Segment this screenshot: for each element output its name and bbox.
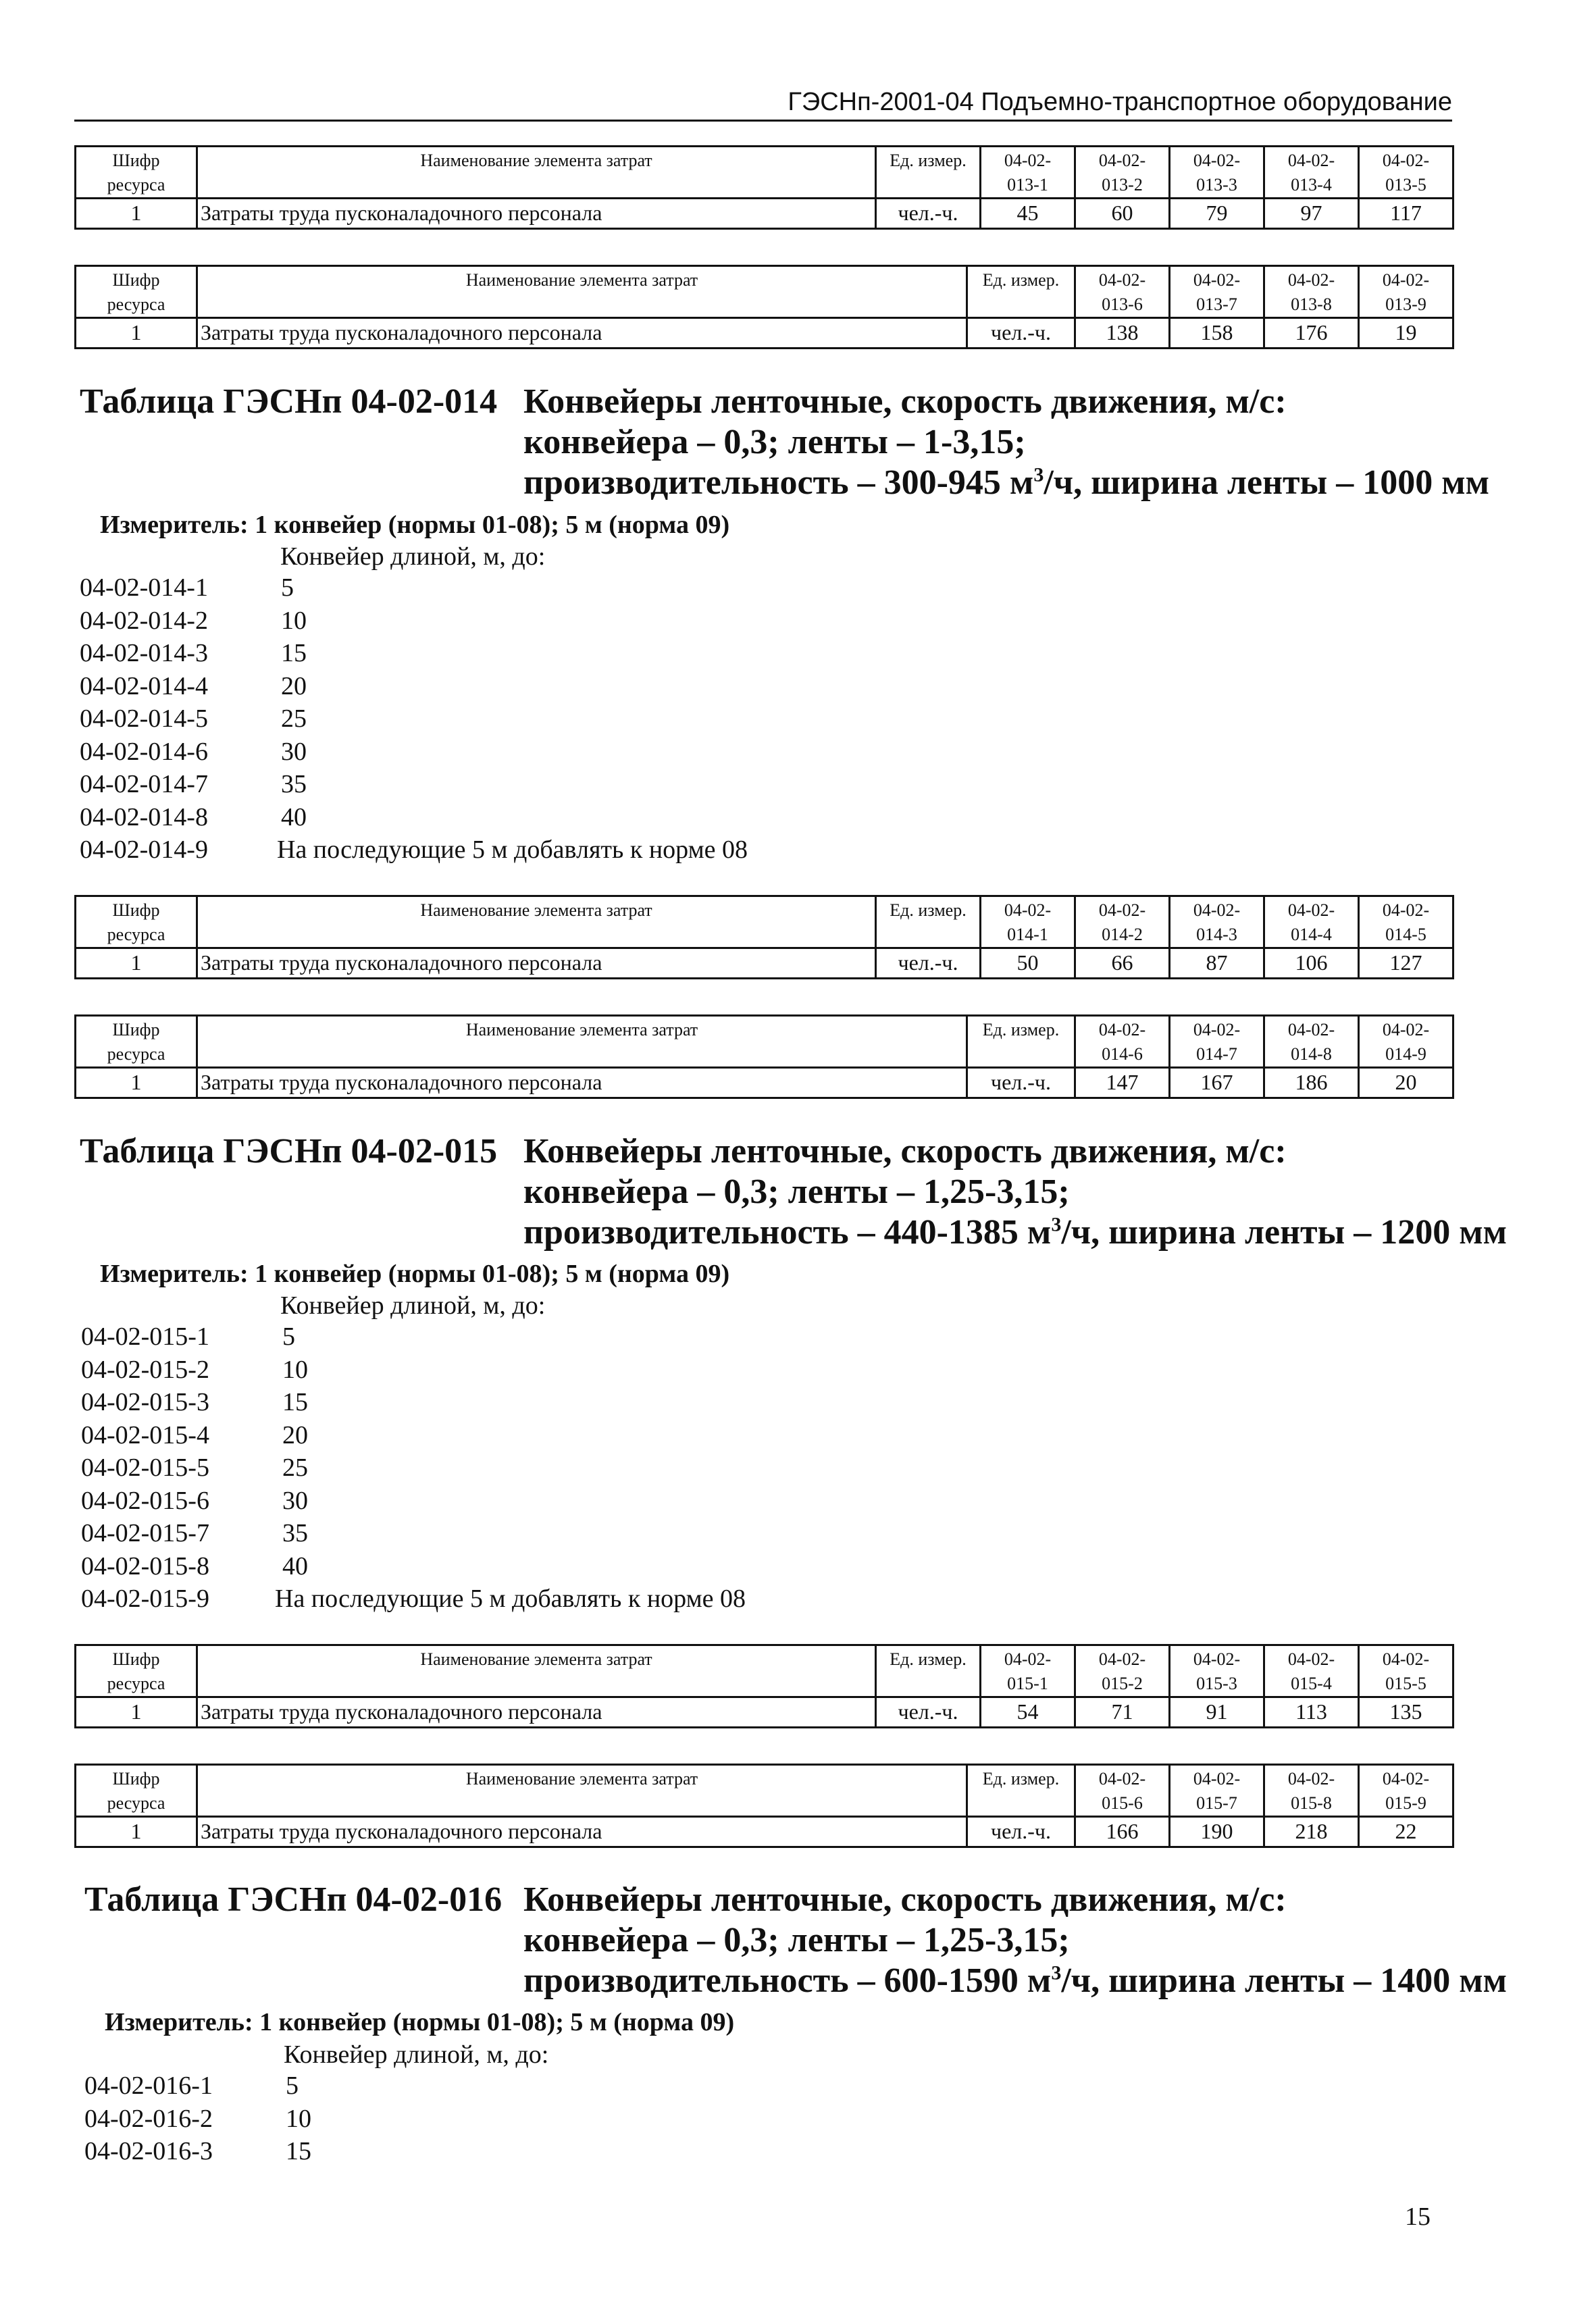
norm-list xyxy=(81,1320,746,1616)
col-norm-number: 014-2 xyxy=(1075,924,1170,948)
norm-length: 20 xyxy=(281,671,307,700)
col-code-header-2: ресурса xyxy=(76,1044,197,1068)
col-norm-header: 04-02- xyxy=(1359,1016,1453,1044)
col-norm-header: 04-02- xyxy=(1075,266,1170,294)
col-norm-header: 04-02- xyxy=(1170,1016,1264,1044)
list-item xyxy=(81,1451,746,1485)
col-unit-header: Ед. измер. xyxy=(876,896,981,948)
row-name: Затраты труда пусконаладочного персонала xyxy=(197,1068,967,1098)
col-unit-header: Ед. измер. xyxy=(876,147,981,199)
section-description-line3 xyxy=(523,1212,1507,1252)
row-value: 167 xyxy=(1170,1068,1264,1098)
row-value: 50 xyxy=(981,948,1075,979)
norm-code: 04-02-014-5 xyxy=(80,704,208,733)
norm-length: 5 xyxy=(281,573,294,602)
col-norm-number: 014-5 xyxy=(1359,924,1453,948)
resource-table-015-part1 xyxy=(74,1644,1454,1728)
norm-code: 04-02-014-1 xyxy=(80,573,208,602)
norm-code: 04-02-015-7 xyxy=(81,1519,209,1547)
col-norm-number: 013-4 xyxy=(1264,174,1359,199)
measure-unit: Измеритель: 1 конвейер (нормы 01-08); 5 м (норма 09) xyxy=(105,2008,735,2036)
col-name-header: Наименование элемента затрат xyxy=(197,147,876,199)
list-item xyxy=(81,1583,746,1616)
section-description-line2: конвейера – 0,3; ленты – 1-3,15; xyxy=(523,423,1026,461)
row-value: 135 xyxy=(1359,1697,1453,1728)
row-name: Затраты труда пусконаладочного персонала xyxy=(197,1697,876,1728)
col-norm-header: 04-02- xyxy=(1264,896,1359,925)
section-description-line1: Конвейеры ленточные, скорость движения, м/с: xyxy=(523,1132,1287,1171)
col-norm-number: 015-7 xyxy=(1170,1793,1264,1817)
col-norm-number: 014-6 xyxy=(1075,1044,1170,1068)
col-norm-number: 014-8 xyxy=(1264,1044,1359,1068)
list-item xyxy=(80,670,748,703)
col-code-header-2: ресурса xyxy=(76,174,197,199)
col-norm-header: 04-02- xyxy=(981,896,1075,925)
norm-code: 04-02-015-8 xyxy=(81,1551,209,1580)
running-header: ГЭСНп-2001-04 Подъемно-транспортное оборудование xyxy=(74,88,1452,122)
list-item xyxy=(80,571,748,605)
row-value: 71 xyxy=(1075,1697,1170,1728)
row-code: 1 xyxy=(76,1697,197,1728)
row-name: Затраты труда пусконаладочного персонала xyxy=(197,318,967,349)
col-unit-header: Ед. измер. xyxy=(876,1645,981,1697)
list-item xyxy=(81,1386,746,1419)
norm-code: 04-02-015-3 xyxy=(81,1388,209,1416)
col-norm-header: 04-02- xyxy=(1264,1645,1359,1674)
norm-list xyxy=(80,571,748,867)
norm-length: 5 xyxy=(286,2072,299,2100)
row-value: 190 xyxy=(1170,1817,1264,1847)
col-norm-number: 013-7 xyxy=(1170,294,1264,318)
norm-code: 04-02-015-4 xyxy=(81,1420,209,1449)
row-unit: чел.-ч. xyxy=(876,948,981,979)
width-text: /ч, ширина ленты – 1400 мм xyxy=(1061,1961,1508,2000)
table-title: Таблица ГЭСНп 04-02-016 xyxy=(84,1880,503,1919)
col-norm-number: 014-7 xyxy=(1170,1044,1264,1068)
col-code-header-2: ресурса xyxy=(76,1793,197,1817)
col-norm-number: 014-1 xyxy=(981,924,1075,948)
col-code-header: Шифр xyxy=(76,1765,197,1793)
norm-length: 40 xyxy=(281,802,307,831)
norm-length: 30 xyxy=(282,1486,308,1515)
col-norm-header: 04-02- xyxy=(1170,1645,1264,1674)
norm-length: 10 xyxy=(286,2104,311,2133)
col-norm-header: 04-02- xyxy=(1264,1765,1359,1793)
row-unit: чел.-ч. xyxy=(876,199,981,229)
row-unit: чел.-ч. xyxy=(967,1068,1075,1098)
list-item xyxy=(81,1550,746,1583)
row-value: 147 xyxy=(1075,1068,1170,1098)
norm-length: 5 xyxy=(282,1322,295,1351)
norm-length: На последующие 5 м добавлять к норме 08 xyxy=(275,1585,746,1613)
col-norm-number: 013-9 xyxy=(1359,294,1453,318)
col-norm-number: 013-5 xyxy=(1359,174,1453,199)
row-value: 138 xyxy=(1075,318,1170,349)
norm-length: 30 xyxy=(281,737,307,766)
row-value: 117 xyxy=(1359,199,1453,229)
list-item xyxy=(81,1517,746,1550)
list-subheading: Конвейер длиной, м, до: xyxy=(280,1291,546,1320)
col-norm-header: 04-02- xyxy=(1264,1016,1359,1044)
row-value: 127 xyxy=(1359,948,1453,979)
width-text: /ч, ширина ленты – 1000 мм xyxy=(1044,463,1490,502)
measure-unit: Измеритель: 1 конвейер (нормы 01-08); 5 м (норма 09) xyxy=(100,1260,730,1288)
resource-table-015-part2 xyxy=(74,1764,1454,1848)
norm-code: 04-02-015-1 xyxy=(81,1322,209,1351)
col-norm-header: 04-02- xyxy=(1170,147,1264,175)
col-norm-number: 015-2 xyxy=(1075,1673,1170,1697)
col-norm-header: 04-02- xyxy=(1359,896,1453,925)
col-norm-number: 015-8 xyxy=(1264,1793,1359,1817)
col-norm-header: 04-02- xyxy=(981,1645,1075,1674)
col-norm-header: 04-02- xyxy=(1359,1765,1453,1793)
capacity-text: производительность – 440-1385 м xyxy=(523,1213,1052,1252)
norm-list xyxy=(84,2069,311,2168)
col-norm-header: 04-02- xyxy=(1075,1645,1170,1674)
col-unit-header: Ед. измер. xyxy=(967,1765,1075,1817)
col-norm-number: 015-1 xyxy=(981,1673,1075,1697)
col-norm-header: 04-02- xyxy=(1170,1765,1264,1793)
row-code: 1 xyxy=(76,199,197,229)
row-code: 1 xyxy=(76,948,197,979)
section-description-line2: конвейера – 0,3; ленты – 1,25-3,15; xyxy=(523,1921,1070,1959)
col-code-header: Шифр xyxy=(76,266,197,294)
table-title: Таблица ГЭСНп 04-02-015 xyxy=(80,1132,498,1171)
norm-code: 04-02-015-6 xyxy=(81,1486,209,1515)
row-value: 218 xyxy=(1264,1817,1359,1847)
col-code-header: Шифр xyxy=(76,147,197,175)
row-value: 106 xyxy=(1264,948,1359,979)
list-item xyxy=(80,637,748,670)
col-norm-header: 04-02- xyxy=(1359,1645,1453,1674)
superscript: 3 xyxy=(1033,463,1044,486)
col-name-header: Наименование элемента затрат xyxy=(197,896,876,948)
list-item xyxy=(80,768,748,801)
row-value: 66 xyxy=(1075,948,1170,979)
row-value: 176 xyxy=(1264,318,1359,349)
col-norm-number: 014-9 xyxy=(1359,1044,1453,1068)
section-description-line1: Конвейеры ленточные, скорость движения, м/с: xyxy=(523,382,1287,421)
row-value: 79 xyxy=(1170,199,1264,229)
col-norm-header: 04-02- xyxy=(1075,896,1170,925)
col-norm-number: 013-3 xyxy=(1170,174,1264,199)
col-norm-number: 015-4 xyxy=(1264,1673,1359,1697)
table-row xyxy=(76,1817,1453,1847)
col-norm-header: 04-02- xyxy=(1264,147,1359,175)
norm-code: 04-02-015-2 xyxy=(81,1355,209,1384)
list-item xyxy=(84,2069,311,2103)
norm-code: 04-02-014-7 xyxy=(80,770,208,798)
col-norm-number: 015-9 xyxy=(1359,1793,1453,1817)
row-value: 113 xyxy=(1264,1697,1359,1728)
section-description-line3 xyxy=(523,463,1489,503)
norm-code: 04-02-015-9 xyxy=(81,1585,209,1613)
measure-unit: Измеритель: 1 конвейер (нормы 01-08); 5 м (норма 09) xyxy=(100,511,730,539)
col-unit-header: Ед. измер. xyxy=(967,1016,1075,1068)
norm-length: 10 xyxy=(281,606,307,635)
superscript: 3 xyxy=(1051,1961,1062,1984)
list-item xyxy=(84,2103,311,2136)
norm-code: 04-02-015-5 xyxy=(81,1454,209,1482)
row-unit: чел.-ч. xyxy=(967,318,1075,349)
table-row xyxy=(76,948,1453,979)
norm-code: 04-02-016-2 xyxy=(84,2104,213,2133)
list-item xyxy=(84,2135,311,2168)
row-code: 1 xyxy=(76,318,197,349)
col-name-header: Наименование элемента затрат xyxy=(197,1016,967,1068)
norm-code: 04-02-014-6 xyxy=(80,737,208,766)
page-number: 15 xyxy=(1405,2203,1431,2231)
table-row xyxy=(76,199,1453,229)
col-norm-number: 014-4 xyxy=(1264,924,1359,948)
norm-code: 04-02-014-2 xyxy=(80,606,208,635)
col-code-header-2: ресурса xyxy=(76,924,197,948)
table-row xyxy=(76,1697,1453,1728)
norm-length: 25 xyxy=(282,1454,308,1482)
list-item xyxy=(81,1419,746,1452)
norm-length: На последующие 5 м добавлять к норме 08 xyxy=(277,835,748,864)
col-norm-number: 013-1 xyxy=(981,174,1075,199)
row-unit: чел.-ч. xyxy=(876,1697,981,1728)
list-item xyxy=(81,1320,746,1354)
capacity-text: производительность – 600-1590 м xyxy=(523,1961,1052,2000)
resource-table-013-part2 xyxy=(74,265,1454,349)
row-value: 60 xyxy=(1075,199,1170,229)
norm-code: 04-02-014-4 xyxy=(80,671,208,700)
col-name-header: Наименование элемента затрат xyxy=(197,1765,967,1817)
capacity-text: производительность – 300-945 м xyxy=(523,463,1034,502)
col-code-header-2: ресурса xyxy=(76,1673,197,1697)
col-norm-header: 04-02- xyxy=(1075,1016,1170,1044)
row-value: 22 xyxy=(1359,1817,1453,1847)
norm-code: 04-02-014-3 xyxy=(80,639,208,667)
list-item xyxy=(80,736,748,769)
list-item xyxy=(80,833,748,867)
norm-length: 40 xyxy=(282,1551,308,1580)
row-value: 54 xyxy=(981,1697,1075,1728)
norm-length: 35 xyxy=(281,770,307,798)
section-description-line1: Конвейеры ленточные, скорость движения, м/с: xyxy=(523,1880,1287,1919)
row-value: 91 xyxy=(1170,1697,1264,1728)
norm-length: 15 xyxy=(286,2137,311,2165)
row-name: Затраты труда пусконаладочного персонала xyxy=(197,948,876,979)
col-norm-header: 04-02- xyxy=(981,147,1075,175)
col-norm-number: 013-8 xyxy=(1264,294,1359,318)
row-value: 158 xyxy=(1170,318,1264,349)
col-norm-header: 04-02- xyxy=(1075,1765,1170,1793)
row-name: Затраты труда пусконаладочного персонала xyxy=(197,199,876,229)
row-code: 1 xyxy=(76,1817,197,1847)
col-norm-header: 04-02- xyxy=(1264,266,1359,294)
norm-length: 20 xyxy=(282,1420,308,1449)
superscript: 3 xyxy=(1051,1213,1062,1236)
list-item xyxy=(81,1485,746,1518)
resource-table-013-part1 xyxy=(74,145,1454,230)
row-value: 45 xyxy=(981,199,1075,229)
norm-code: 04-02-016-3 xyxy=(84,2137,213,2165)
col-norm-header: 04-02- xyxy=(1359,147,1453,175)
col-norm-number: 013-6 xyxy=(1075,294,1170,318)
col-norm-header: 04-02- xyxy=(1359,266,1453,294)
list-subheading: Конвейер длиной, м, до: xyxy=(284,2040,549,2069)
section-description-line3 xyxy=(523,1961,1507,2001)
norm-length: 15 xyxy=(281,639,307,667)
col-norm-header: 04-02- xyxy=(1170,896,1264,925)
col-code-header-2: ресурса xyxy=(76,294,197,318)
row-value: 19 xyxy=(1359,318,1453,349)
table-title: Таблица ГЭСНп 04-02-014 xyxy=(80,382,498,421)
list-item xyxy=(80,801,748,834)
col-norm-number: 015-3 xyxy=(1170,1673,1264,1697)
row-value: 166 xyxy=(1075,1817,1170,1847)
col-norm-number: 015-5 xyxy=(1359,1673,1453,1697)
resource-table-014-part1 xyxy=(74,895,1454,979)
col-name-header: Наименование элемента затрат xyxy=(197,1645,876,1697)
norm-code: 04-02-014-9 xyxy=(80,835,208,864)
width-text: /ч, ширина ленты – 1200 мм xyxy=(1061,1213,1508,1252)
list-item xyxy=(80,605,748,638)
norm-length: 10 xyxy=(282,1355,308,1384)
col-norm-number: 014-3 xyxy=(1170,924,1264,948)
col-unit-header: Ед. измер. xyxy=(967,266,1075,318)
row-value: 87 xyxy=(1170,948,1264,979)
col-norm-number: 013-2 xyxy=(1075,174,1170,199)
row-value: 20 xyxy=(1359,1068,1453,1098)
row-code: 1 xyxy=(76,1068,197,1098)
row-unit: чел.-ч. xyxy=(967,1817,1075,1847)
resource-table-014-part2 xyxy=(74,1014,1454,1099)
col-norm-header: 04-02- xyxy=(1170,266,1264,294)
section-description-line2: конвейера – 0,3; ленты – 1,25-3,15; xyxy=(523,1173,1070,1211)
col-code-header: Шифр xyxy=(76,1645,197,1674)
col-name-header: Наименование элемента затрат xyxy=(197,266,967,318)
norm-length: 15 xyxy=(282,1388,308,1416)
norm-code: 04-02-014-8 xyxy=(80,802,208,831)
col-code-header: Шифр xyxy=(76,896,197,925)
row-value: 186 xyxy=(1264,1068,1359,1098)
table-row xyxy=(76,318,1453,349)
norm-code: 04-02-016-1 xyxy=(84,2072,213,2100)
col-code-header: Шифр xyxy=(76,1016,197,1044)
row-value: 97 xyxy=(1264,199,1359,229)
col-norm-number: 015-6 xyxy=(1075,1793,1170,1817)
list-item xyxy=(80,702,748,736)
norm-length: 25 xyxy=(281,704,307,733)
col-norm-header: 04-02- xyxy=(1075,147,1170,175)
table-row xyxy=(76,1068,1453,1098)
list-item xyxy=(81,1354,746,1387)
row-name: Затраты труда пусконаладочного персонала xyxy=(197,1817,967,1847)
list-subheading: Конвейер длиной, м, до: xyxy=(280,542,546,571)
norm-length: 35 xyxy=(282,1519,308,1547)
